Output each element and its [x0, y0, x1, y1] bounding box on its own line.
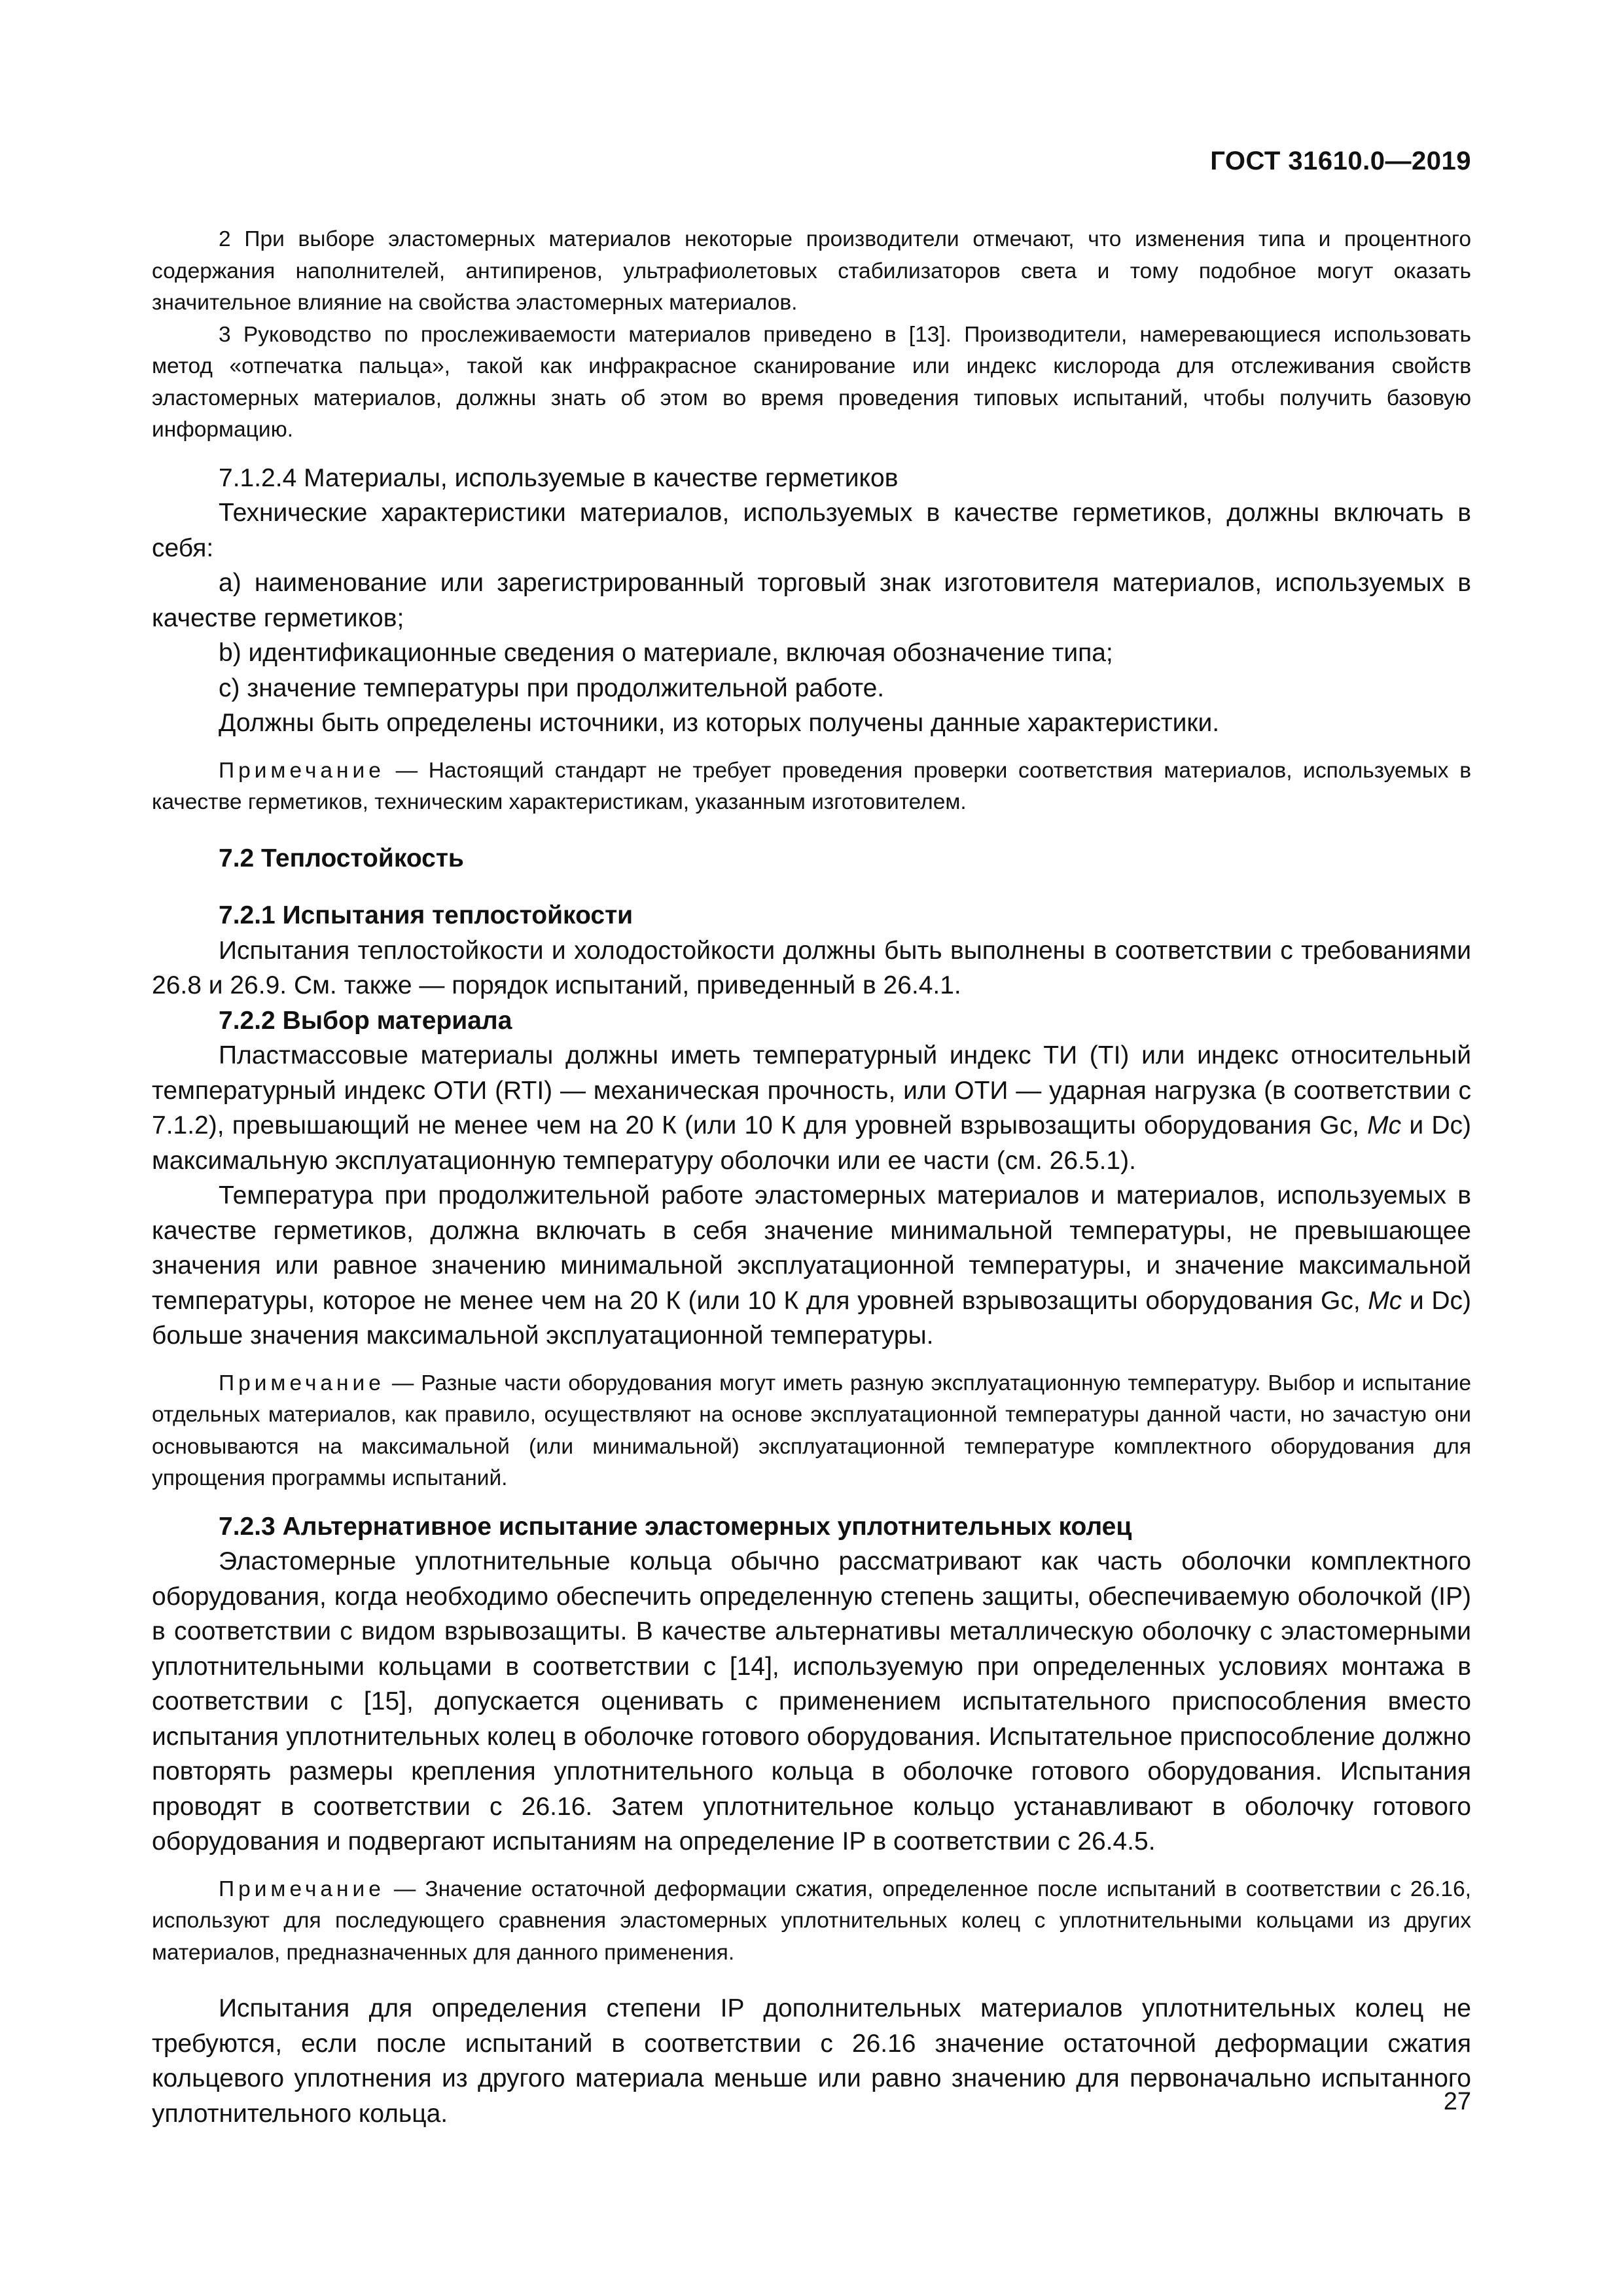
italic-run: Mc	[1367, 1111, 1402, 1139]
note-text: — Настоящий стандарт не требует проведения проверки соответствия материалов, используемых в качестве герметиков, техническим характеристикам, указанным изготовителем.	[152, 758, 1471, 814]
text-run: Температура при продолжительной работе эластомерных материалов и материалов, используемых в качестве герметиков, должна включать в себя значение минимальной температуры, не превышающее значения или равное значению минимальной эксплуатационной температуры, и значение максимальной температуры, которое не менее чем на 20 К (или 10 К для уровней взрывозащиты оборудования Gc,	[152, 1181, 1471, 1315]
text-run: и Dc) максимальную эксплуатационную температуру оболочки или ее части (см. 26.5.1).	[152, 1111, 1471, 1175]
page-number: 27	[1443, 2088, 1471, 2115]
list-item-c: c) значение температуры при продолжительной работе.	[219, 673, 885, 702]
list-item-b: b) идентификационные сведения о материале, включая обозначение типа;	[219, 639, 1113, 667]
note-3: 3 Руководство по прослеживаемости материалов приведено в [13]. Производители, намеревающиеся использовать метод «отпечатка пальца», такой как инфракрасное сканирование или индекс кислорода для отслеживания свойств эластомерных материалов, должны знать об этом во время проведения типовых испытаний, чтобы получить базовую информацию.	[152, 322, 1471, 442]
section-7-1-2-4-closing: Должны быть определены источники, из которых получены данные характеристики.	[219, 709, 1220, 737]
section-7-1-2-4-title: 7.1.2.4 Материалы, используемые в качестве герметиков	[219, 463, 899, 492]
italic-run: Mc	[1368, 1286, 1402, 1315]
note-text: — Значение остаточной деформации сжатия, определенное после испытаний в соответствии с 26.16, используют для последующего сравнения эластомерных уплотнительных колец с уплотнительными кольцами из других материалов, предназначенных для данного применения.	[152, 1876, 1471, 1965]
section-7-2-2-heading: 7.2.2 Выбор материала	[219, 1006, 512, 1035]
section-7-2-2-paragraph-1	[152, 1038, 1471, 1178]
note-label: Примечание	[219, 758, 385, 783]
note-7-2-3	[152, 1874, 1471, 1969]
section-7-2-heading: 7.2 Теплостойкость	[219, 844, 464, 872]
list-item-a: a) наименование или зарегистрированный торговый знак изготовителя материалов, используемых в качестве герметиков;	[152, 569, 1471, 632]
section-7-1-2-4-intro: Технические характеристики материалов, используемых в качестве герметиков, должны включать в себя:	[152, 499, 1471, 562]
section-7-2-2-paragraph-2	[152, 1178, 1471, 1354]
note-text: — Разные части оборудования могут иметь разную эксплуатационную температуру. Выбор и испытание отдельных материалов, как правило, осуществляют на основе эксплуатационной температуры данной части, но зачастую они основываются на максимальной (или минимальной) эксплуатационной температуре комплектного оборудования для упрощения программы испытаний.	[152, 1371, 1471, 1490]
section-7-2-3-heading: 7.2.3 Альтернативное испытание эластомерных уплотнительных колец	[219, 1512, 1132, 1541]
section-7-2-3-paragraph-2: Испытания для определения степени IP дополнительных материалов уплотнительных колец не требуются, если после испытаний в соответствии с 26.16 значение остаточной деформации сжатия кольцевого уплотнения из другого материала меньше или равно значению для первоначально испытанного уплотнительного кольца.	[152, 1994, 1471, 2128]
section-7-2-1-text: Испытания теплостойкости и холодостойкости должны быть выполнены в соответствии с требованиями 26.8 и 26.9. См. также — порядок испытаний, приведенный в 26.4.1.	[152, 936, 1471, 999]
text-run: Пластмассовые материалы должны иметь температурный индекс ТИ (TI) или индекс относительный температурный индекс ОТИ (RTI) — механическая прочность, или ОТИ — ударная нагрузка (в соответствии с 7.1.2), превышающий не менее чем на 20 К (или 10 К для уровней взрывозащиты оборудования Gc,	[152, 1041, 1471, 1139]
text-run: и Dc) больше значения максимальной эксплуатационной температуры.	[152, 1286, 1472, 1350]
page-content	[152, 224, 1471, 2131]
section-7-2-3-paragraph-1: Эластомерные уплотнительные кольца обычно рассматривают как часть оболочки комплектного оборудования, когда необходимо обеспечить определенную степень защиты, обеспечиваемую оболочкой (IP) в соответствии с видом взрывозащиты. В качестве альтернативы металлическую оболочку с эластомерными уплотнительными кольцами в соответствии с [14], используемую при определенных условиях монтажа в соответствии с [15], допускается оценивать с применением испытательного приспособления вместо испытания уплотнительных колец в оболочке готового оборудования. Испытательное приспособление должно повторять размеры крепления уплотнительного кольца в оболочке готового оборудования. Испытания проводят в соответствии с 26.16. Затем уплотнительное кольцо устанавливают в оболочку готового оборудования и подвергают испытаниям на определение IP в соответствии с 26.4.5.	[152, 1547, 1471, 1856]
note-7-1-2-4	[152, 755, 1471, 819]
document-id-header: ГОСТ 31610.0—2019	[1210, 147, 1471, 175]
note-label: Примечание	[219, 1371, 385, 1395]
note-label: Примечание	[219, 1876, 385, 1901]
note-7-2-2	[152, 1368, 1471, 1495]
note-2: 2 При выборе эластомерных материалов некоторые производители отмечают, что изменения типа и процентного содержания наполнителей, антипиренов, ультрафиолетовых стабилизаторов света и тому подобное могут оказать значительное влияние на свойства эластомерных материалов.	[152, 227, 1471, 315]
section-7-2-1-heading: 7.2.1 Испытания теплостойкости	[219, 901, 633, 929]
